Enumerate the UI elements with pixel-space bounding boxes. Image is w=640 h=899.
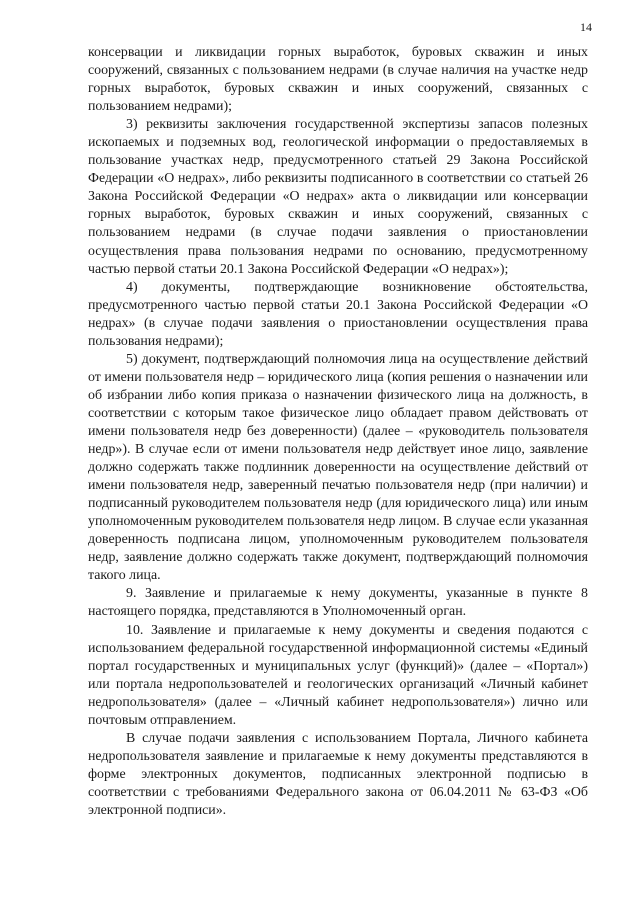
- paragraph: 4) документы, подтверждающие возникновение обстоятельства, предусмотренного частью первой статьи 20.1 Закона Российской Федерации «О недрах» (в случае подачи заявления о приостановлении осуществления права пользования недрами);: [88, 279, 588, 349]
- paragraph: 10. Заявление и прилагаемые к нему документы и сведения подаются с использованием федеральной государственной информационной системы «Единый портал государственных и муниципальных услуг (функций)» (далее – «Портал») или портала недропользователей и геологических организаций «Личный кабинет недропользователя» (далее – «Личный кабинет недропользователя») лично или почтовым отправлением.: [88, 622, 588, 728]
- paragraph: консервации и ликвидации горных выработок, буровых скважин и иных сооружений, связанных с пользованием недрами (в случае наличия на участке недр горных выработок, буровых скважин и иных сооружений, связанных с пользованием недрами);: [88, 45, 588, 115]
- paragraph: 9. Заявление и прилагаемые к нему документы, указанные в пункте 8 настоящего порядка, представляются в Уполномоченный орган.: [88, 586, 588, 620]
- paragraph: 5) документ, подтверждающий полномочия лица на осуществление действий от имени пользователя недр – юридического лица (копия решения о назначении или об избрании либо копия приказа о назначении физического лица на должность, в соответствии с которым такое физическое лицо обладает правом действовать от имени пользователя недр без доверенности) (далее – «руководитель пользователя недр»). В случае если от имени пользователя недр действует иное лицо, заявление должно содержать также подлинник доверенности на осуществление действий от имени пользователя недр, заверенный печатью пользователя недр (при наличии) и подписанный руководителем пользователя недр (для юридического лица) или иным уполномоченным руководителем пользователя недр лицом. В случае если указанная доверенность подписана лицом, уполномоченным руководителем пользователя недр, заявление должно содержать также документ, подтверждающий полномочия такого лица.: [88, 351, 588, 584]
- paragraph: В случае подачи заявления с использованием Портала, Личного кабинета недропользователя заявление и прилагаемые к нему документы представляются в форме электронных документов, подписанных электронной подписью в соответствии с требованиями Федерального закона от 06.04.2011 № 63-ФЗ «Об электронной подписи».: [88, 730, 588, 818]
- page-number: 14: [580, 20, 592, 34]
- paragraph: 3) реквизиты заключения государственной экспертизы запасов полезных ископаемых и подземных вод, геологической информации о предоставляемых в пользование участках недр, предусмотренного статьей 29 Закона Российской Федерации «О недрах», либо реквизиты подписанного в соответствии со статьей 26 Закона Российской Федерации «О недрах» акта о ликвидации или консервации горных выработок, буровых скважин и иных сооружений, связанных с пользованием недрами (в случае подачи заявления о приостановлении осуществления права пользования недрами по основанию, предусмотренному частью первой статьи 20.1 Закона Российской Федерации «О недрах»);: [88, 117, 588, 277]
- document-body: [88, 44, 588, 820]
